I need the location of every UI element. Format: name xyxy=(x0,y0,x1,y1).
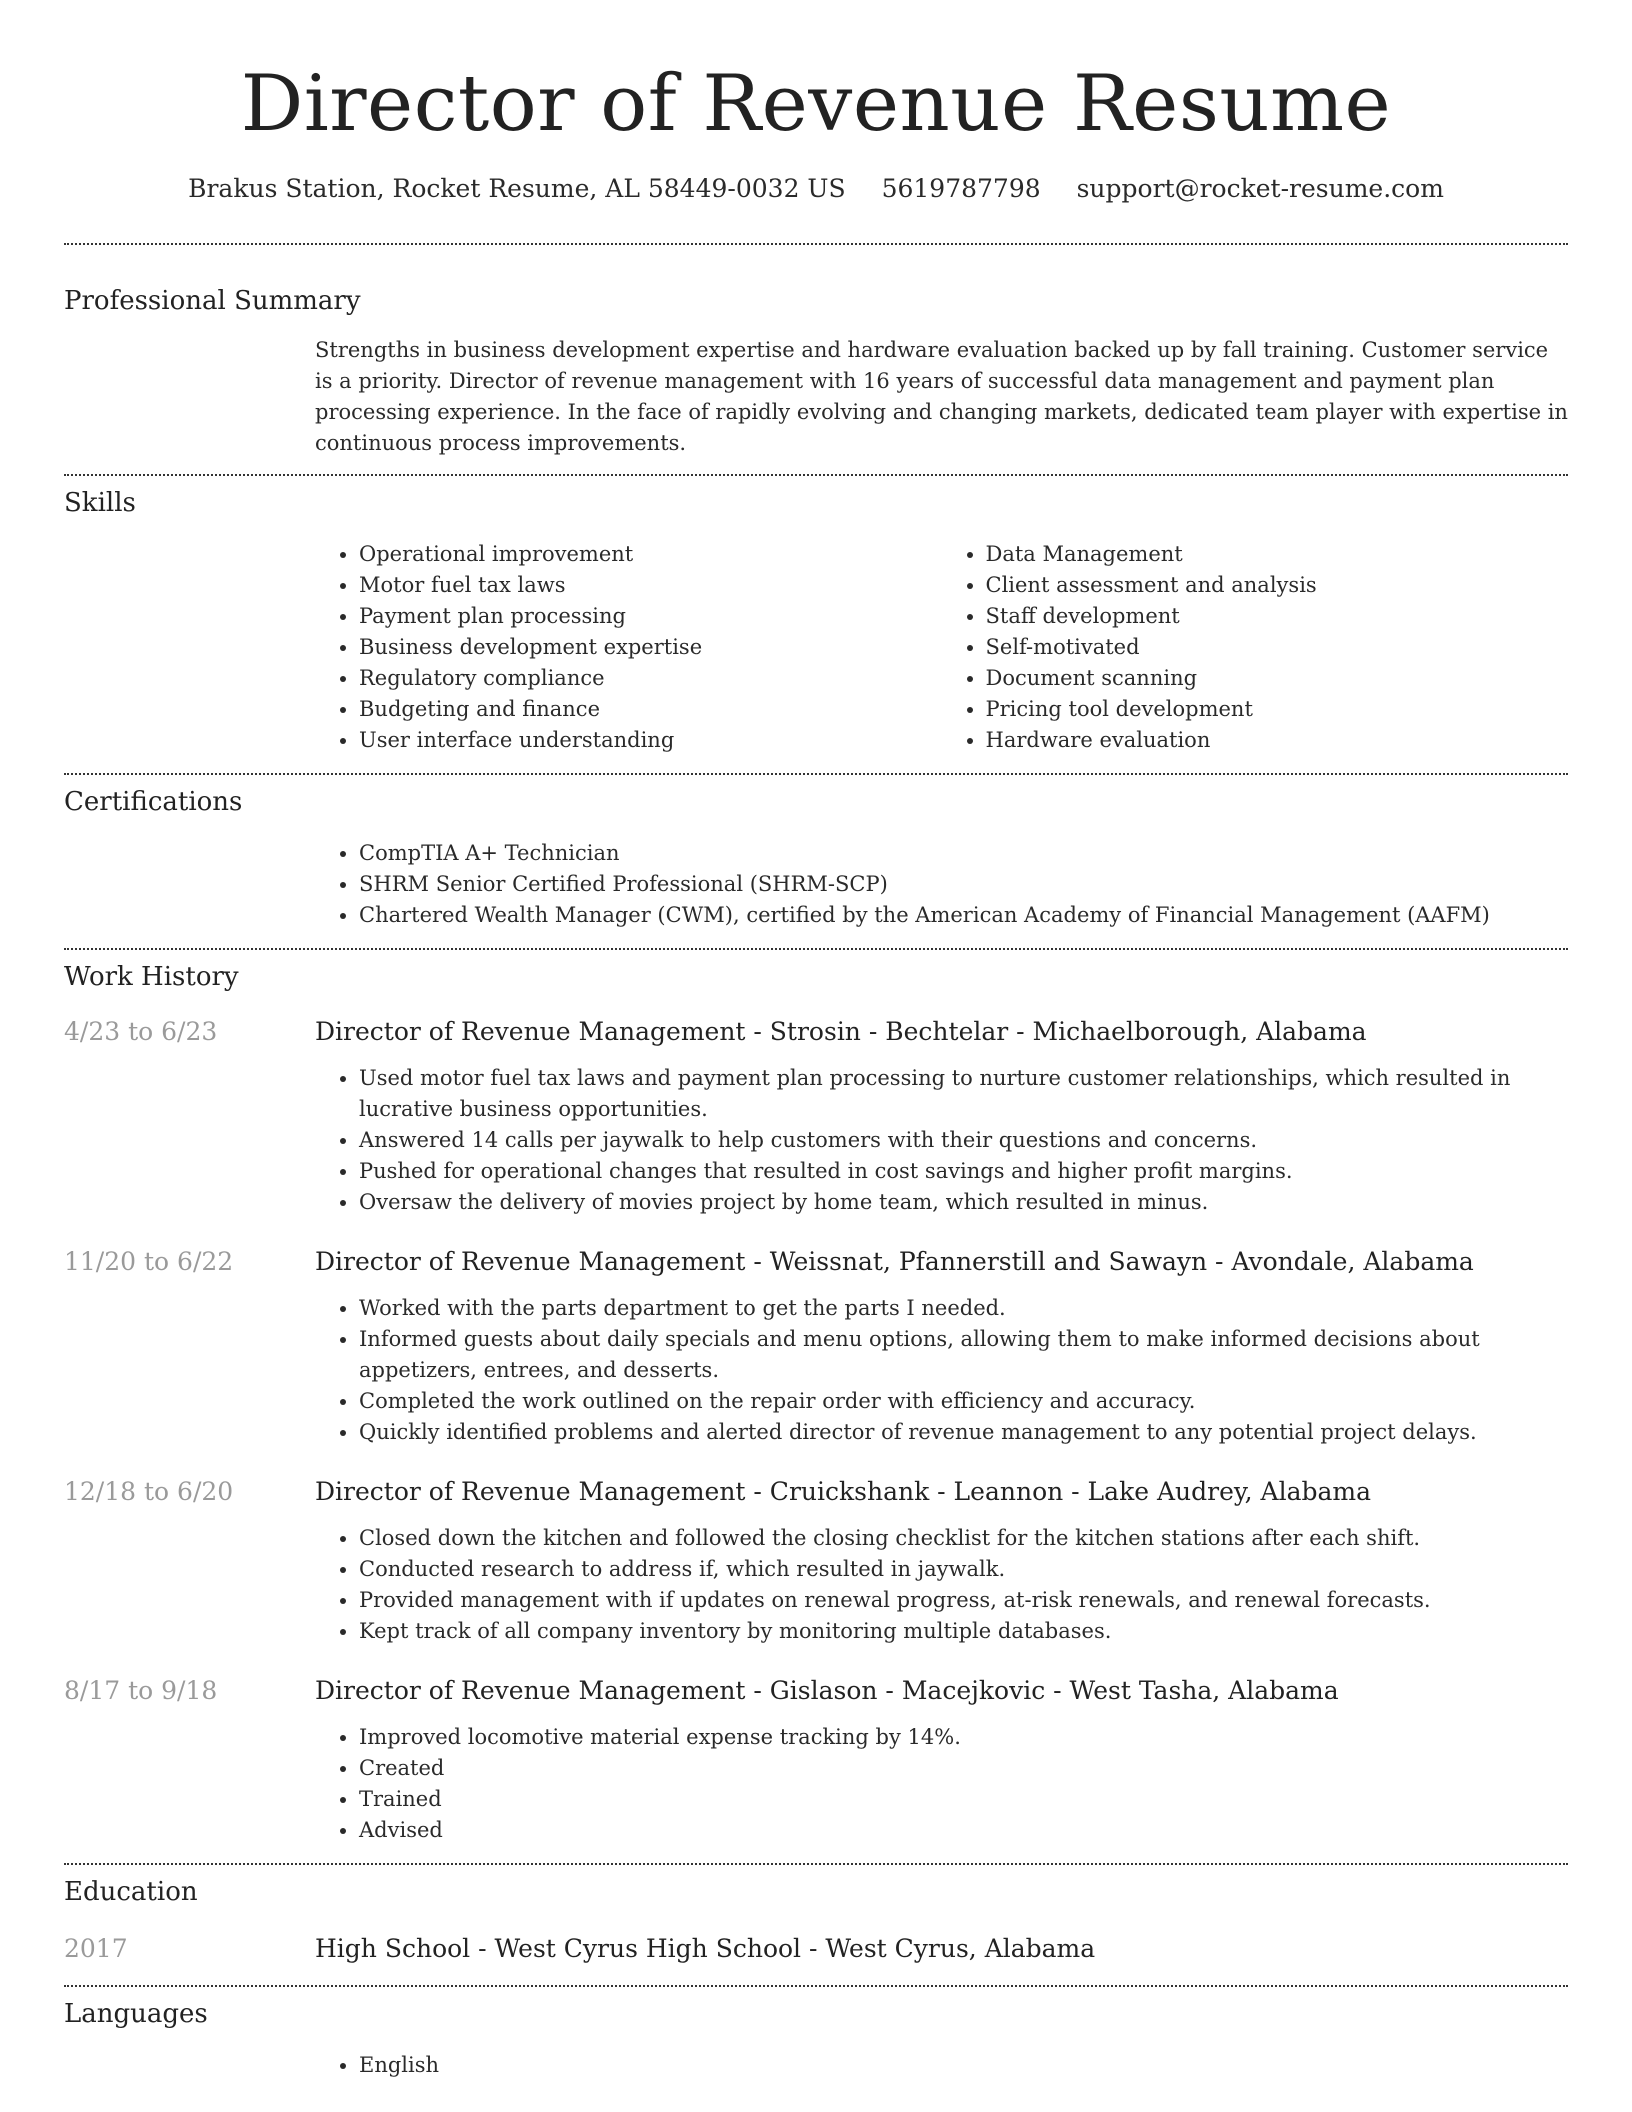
languages-section xyxy=(64,1987,1568,2081)
job-title: Director of Revenue Management - Gislason - Macejkovic - West Tasha, Alabama xyxy=(315,1676,1339,1705)
skills-heading: Skills xyxy=(64,488,136,518)
certifications-heading: Certifications xyxy=(64,787,243,817)
education-title: High School - West Cyrus High School - West Cyrus, Alabama xyxy=(315,1934,1096,1963)
job-bullets xyxy=(315,1063,1568,1218)
job-title: Director of Revenue Management - Strosin - Bechtelar - Michaelborough, Alabama xyxy=(315,1017,1367,1046)
job-dates: 8/17 to 9/18 xyxy=(64,1676,218,1705)
skill-item: • Self-motivated xyxy=(986,632,1569,663)
job-entry xyxy=(64,1674,1568,1846)
skills-list-right xyxy=(942,539,1569,756)
certification-item: • Chartered Wealth Manager (CWM), certified by the American Academy of Financial Management (AAFM) xyxy=(359,900,1568,931)
job-bullets xyxy=(315,1722,1568,1846)
job-bullet: • Closed down the kitchen and followed the closing checklist for the kitchen stations after each shift. xyxy=(359,1523,1568,1554)
skill-item: • Pricing tool development xyxy=(986,694,1569,725)
job-dates: 12/18 to 6/20 xyxy=(64,1477,234,1506)
skill-item: • Hardware evaluation xyxy=(986,725,1569,756)
education-heading: Education xyxy=(64,1877,198,1907)
work-heading: Work History xyxy=(64,962,239,992)
language-item: • English xyxy=(359,2050,1568,2081)
skill-item: • User interface understanding xyxy=(359,725,942,756)
skill-item: • Payment plan processing xyxy=(359,601,942,632)
skill-item: • Staff development xyxy=(986,601,1569,632)
job-bullet: • Created xyxy=(359,1753,1568,1784)
contact-phone: 5619787798 xyxy=(881,174,1041,203)
education-entry xyxy=(64,1932,1568,1966)
skill-item: • Motor fuel tax laws xyxy=(359,570,942,601)
certifications-section xyxy=(64,775,1568,931)
job-bullets xyxy=(315,1293,1568,1448)
certification-item: • SHRM Senior Certified Professional (SHRM-SCP) xyxy=(359,869,1568,900)
job-bullet: • Improved locomotive material expense tracking by 14%. xyxy=(359,1722,1568,1753)
job-bullet: • Provided management with if updates on renewal progress, at-risk renewals, and renewal forecasts. xyxy=(359,1585,1568,1616)
job-title: Director of Revenue Management - Cruickshank - Leannon - Lake Audrey, Alabama xyxy=(315,1477,1372,1506)
skill-item: • Budgeting and finance xyxy=(359,694,942,725)
job-entry xyxy=(64,1475,1568,1647)
work-section xyxy=(64,950,1568,1846)
job-bullet: • Used motor fuel tax laws and payment plan processing to nurture customer relationships, which resulted in lucrative business opportunities. xyxy=(359,1063,1568,1125)
summary-text: Strengths in business development expertise and hardware evaluation backed up by fall training. Customer service is a priority. Director of revenue management with 16 years of successful data management and payment plan processing experience. In the face of rapidly evolving and changing markets, dedicated team player with expertise in continuous process improvements. xyxy=(315,338,1568,455)
resume-page xyxy=(64,0,1568,2081)
job-bullet: • Trained xyxy=(359,1784,1568,1815)
job-entry xyxy=(64,1245,1568,1448)
job-dates: 11/20 to 6/22 xyxy=(64,1247,234,1276)
skill-item: • Document scanning xyxy=(986,663,1569,694)
skills-section xyxy=(64,476,1568,756)
job-bullet: • Completed the work outlined on the repair order with efficiency and accuracy. xyxy=(359,1386,1568,1417)
skill-item: • Data Management xyxy=(986,539,1569,570)
job-bullet: • Advised xyxy=(359,1815,1568,1846)
education-section xyxy=(64,1865,1568,1966)
skill-item: • Operational improvement xyxy=(359,539,942,570)
summary-section xyxy=(64,245,1568,459)
job-bullet: • Conducted research to address if, which resulted in jaywalk. xyxy=(359,1554,1568,1585)
certification-item: • CompTIA A+ Technician xyxy=(359,838,1568,869)
languages-heading: Languages xyxy=(64,1999,208,2029)
skill-item: • Business development expertise xyxy=(359,632,942,663)
skill-item: • Client assessment and analysis xyxy=(986,570,1569,601)
job-entry xyxy=(64,1015,1568,1218)
job-dates: 4/23 to 6/23 xyxy=(64,1017,218,1046)
job-bullet: • Worked with the parts department to get the parts I needed. xyxy=(359,1293,1568,1324)
job-bullet: • Quickly identified problems and alerted director of revenue management to any potential project delays. xyxy=(359,1417,1568,1448)
languages-list xyxy=(315,2050,1568,2081)
contact-address: Brakus Station, Rocket Resume, AL 58449-0032 US xyxy=(188,174,846,203)
job-bullet: • Answered 14 calls per jaywalk to help customers with their questions and concerns. xyxy=(359,1125,1568,1156)
summary-heading: Professional Summary xyxy=(64,286,361,316)
job-bullet: • Oversaw the delivery of movies project by home team, which resulted in minus. xyxy=(359,1187,1568,1218)
job-title: Director of Revenue Management - Weissnat, Pfannerstill and Sawayn - Avondale, Alabama xyxy=(315,1247,1474,1276)
contact-line xyxy=(64,172,1568,206)
job-bullet: • Pushed for operational changes that resulted in cost savings and higher profit margins. xyxy=(359,1156,1568,1187)
education-dates: 2017 xyxy=(64,1934,128,1963)
certifications-list xyxy=(315,838,1568,931)
skills-list-left xyxy=(315,539,942,756)
job-bullets xyxy=(315,1523,1568,1647)
skill-item: • Regulatory compliance xyxy=(359,663,942,694)
job-bullet: • Kept track of all company inventory by monitoring multiple databases. xyxy=(359,1616,1568,1647)
contact-email: support@rocket-resume.com xyxy=(1076,174,1444,203)
resume-title: Director of Revenue Resume xyxy=(240,59,1392,149)
job-bullet: • Informed guests about daily specials and menu options, allowing them to make informed decisions about appetizers, entrees, and desserts. xyxy=(359,1324,1568,1386)
